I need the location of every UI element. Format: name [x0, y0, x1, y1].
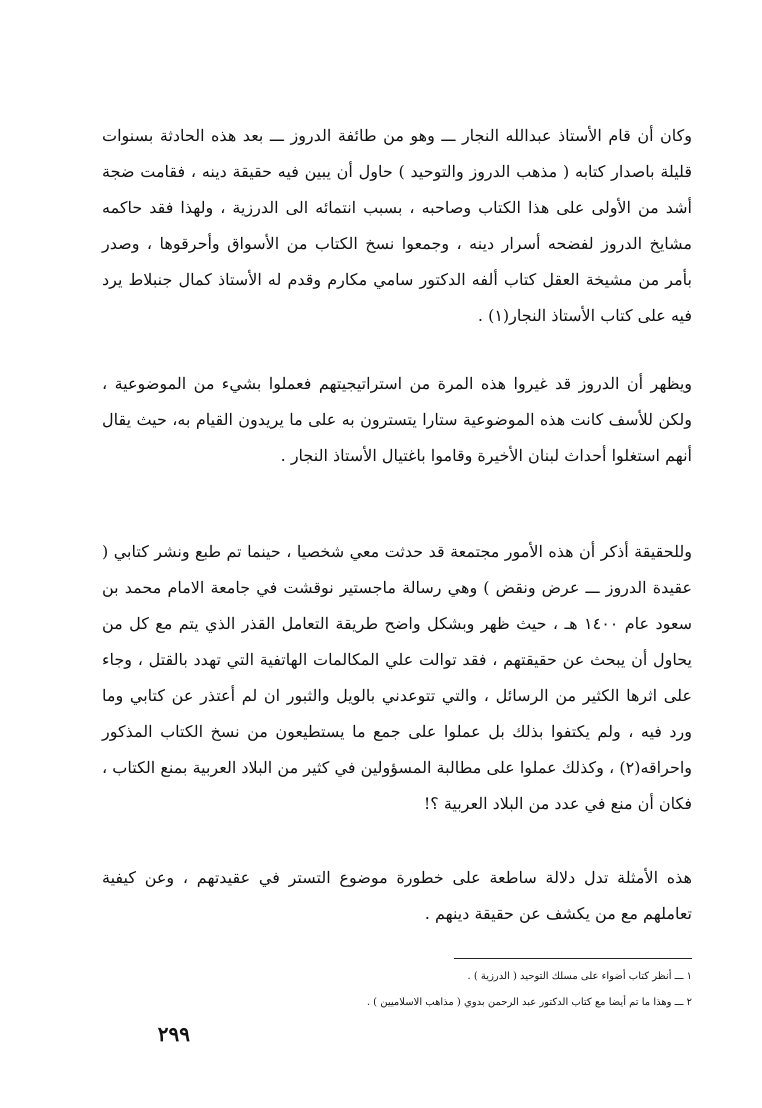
page-number: ٢٩٩ — [157, 1022, 190, 1046]
footnote-1: ١ ـــ أنظر كتاب أضواء على مسلك التوحيد ( الدرزية ) . — [467, 971, 692, 982]
paragraph-4: هذه الأمثلة تدل دلالة ساطعة على خطورة موضوع التستر في عقيدتهم ، وعن كيفية تعاملهم مع من يكشف عن حقيقة دينهم . — [102, 868, 692, 923]
paragraph-2: ويظهر أن الدروز قد غيروا هذه المرة من استراتيجيتهم فعملوا بشيء من الموضوعية ، ولكن للأسف كانت هذه الموضوعية ستارا يتسترون به على ما يريدون القيام به، حيث يقال أنهم استغلوا أحداث لبنان الأخيرة وقاموا باغتيال الأستاذ النجار . — [102, 374, 692, 465]
paragraph-3: وللحقيقة أذكر أن هذه الأمور مجتمعة قد حدثت معي شخصيا ، حينما تم طبع ونشر كتابي ( عقيدة الدروز ـــ عرض ونقض ) وهي رسالة ماجستير نوقشت في جامعة الامام محمد بن سعود عام ١٤٠٠ هـ ، حيث ظهر وبشكل واضح طريقة التعامل القذر الذي يتم مع كل من يحاول أن يبحث عن حقيقتهم ، فقد توالت علي المكالمات الهاتفية التي تهدد بالقتل ، وجاء على اثرها الكثير من الرسائل ، والتي تتوعدني بالويل والثبور ان لم أعتذر عن كتابي وما ورد فيه ، ولم يكتفوا بذلك بل عملوا على جمع ما يستطيعون من نسخ الكتاب المذكور واحراقه(٢) ، وكذلك عملوا على مطالبة المسؤولين في كثير من البلاد العربية بمنع الكتاب ، فكان أن منع في عدد من البلاد العربية ؟! — [102, 542, 693, 813]
paragraph-1: وكان أن قام الأستاذ عبدالله النجار ـــ وهو من طائفة الدروز ـــ بعد هذه الحادثة بسنوات قليلة باصدار كتابه ( مذهب الدروز والتوحيد ) حاول أن يبين فيه حقيقة دينه ، فقامت ضجة أشد من الأولى على هذا الكتاب وصاحبه ، بسبب انتمائه الى الدرزية ، ولهذا فقد حاكمه مشايخ الدروز لفضحه أسرار دينه ، وجمعوا نسخ الكتاب من الأسواق وأحرقوها ، وصدر بأمر من مشيخة العقل كتاب ألفه الدكتور سامي مكارم وقدم له الأستاذ كمال جنبلاط يرد فيه على كتاب الأستاذ النجار(١) . — [102, 126, 693, 325]
footnotes — [102, 964, 692, 1016]
footnote-divider — [454, 958, 692, 959]
footnote-2: ٢ ـــ وهذا ما تم أيضا مع كتاب الدكتور عبد الرحمن بدوي ( مذاهب الاسلاميين ) . — [366, 997, 692, 1008]
